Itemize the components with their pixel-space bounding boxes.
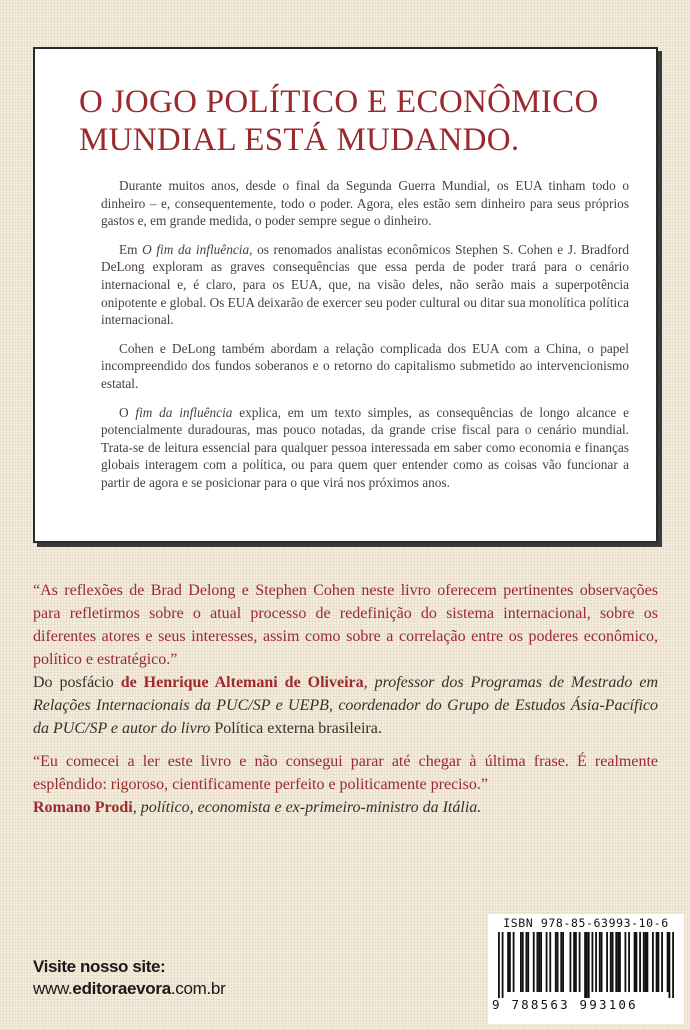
barcode-bar — [579, 932, 581, 992]
barcode-bar — [546, 932, 548, 992]
p2-pre: Em — [119, 241, 143, 257]
barcode-bar — [513, 932, 515, 992]
barcode-bar — [615, 932, 617, 992]
url-prefix: www. — [33, 979, 73, 998]
barcode-bar — [522, 932, 524, 992]
p4-post: explica, em um texto simples, as consequências de longo alcance e potencialmente duradouras, mas pouco notadas, da grande crise fiscal para o cenário mundial. Trata-se de leitura essencial para qualquer pessoa interessada em saber como economia e finanças globais interagem com a política, ou para quem quer entender como as coisas vão funcionar a partir de agora e se posicionar para o que virá nos próximos anos. — [101, 404, 629, 490]
barcode-bar — [667, 932, 669, 992]
attr-name: de Henrique Altemani de Oliveira — [120, 674, 364, 691]
quote-text: “Eu comecei a ler este livro e não consegui parar até chegar à última frase. É realmente esplêndido: rigoroso, cientificamente perfeito e politicamente preciso.” — [33, 753, 658, 793]
barcode-bar — [555, 932, 557, 992]
barcode-bar — [669, 932, 671, 998]
attr-role: , político, economista e ex-primeiro-ministro da Itália. — [132, 799, 482, 816]
barcode-bar — [643, 932, 645, 992]
synopsis-box — [33, 47, 658, 543]
barcode-bar — [656, 932, 658, 992]
synopsis-paragraph-4 — [101, 404, 629, 492]
barcode-digits: 9 788563 993106 — [492, 997, 638, 1012]
barcode-bar — [573, 932, 575, 992]
barcode-bar — [507, 932, 509, 992]
synopsis-paragraph-1: Durante muitos anos, desde o final da Segunda Guerra Mundial, os EUA tinham todo o dinheiro – e, consequentemente, todo o poder. Agora, eles estão sem dinheiro para seus próprios gastos e, em grande medida, o poder sempre segue o dinheiro. — [101, 178, 629, 229]
attr-name: Romano Prodi — [33, 799, 133, 816]
barcode-bar — [557, 932, 559, 992]
book-title: O fim da influência — [142, 241, 250, 257]
barcode-bar — [606, 932, 608, 992]
barcode-bar — [575, 932, 577, 992]
barcode-bars — [498, 932, 674, 998]
barcode-bar — [617, 932, 619, 992]
website-url[interactable] — [33, 978, 225, 1000]
barcode-bar — [619, 932, 621, 992]
barcode-bar — [540, 932, 542, 992]
synopsis-paragraph-3: Cohen e DeLong também abordam a relação complicada dos EUA com a China, o papel incompreendido dos fundos soberanos e o retorno do capitalismo submetido ao intervencionismo estatal. — [101, 340, 629, 391]
barcode-bar — [612, 932, 614, 992]
barcode-bar — [628, 932, 630, 992]
barcode-bar — [595, 932, 597, 992]
barcode-bar — [538, 932, 540, 992]
barcode-bar — [588, 932, 590, 998]
headline-line-2: MUNDIAL ESTÁ MUDANDO. — [79, 122, 520, 158]
barcode-bar — [562, 932, 564, 992]
barcode-bar — [610, 932, 612, 992]
barcode-bar — [639, 932, 641, 992]
attr-end: . — [377, 720, 382, 737]
p4-pre: O — [119, 404, 136, 420]
website-label: Visite nosso site: — [33, 957, 166, 976]
isbn-barcode — [488, 914, 684, 1024]
barcode-bar — [586, 932, 588, 998]
p2-post: , os renomados analistas econômicos Stephen S. Cohen e J. Bradford DeLong exploram as graves consequências que essa perda de poder trará para o cenário internacional e, é claro, para os EUA, que, na visão deles, não serão mais a superpotência onipotente e global. Os EUA deixarão de exercer seu poder cultural ou ditar sua monolítica política internacional. — [101, 241, 630, 328]
barcode-bar — [625, 932, 627, 992]
synopsis-paragraph-2 — [101, 241, 629, 329]
barcode-bar — [549, 932, 551, 992]
synopsis-text — [101, 177, 629, 503]
barcode-bar — [526, 932, 528, 992]
attr-role: , professor dos Programas de Mestrado em Relações Internacionais da PUC/SP e UEPB, coordenador do Grupo de Estudos Ásia-Pacífico da PUC/SP e autor do livro — [33, 674, 659, 737]
barcode-bar — [584, 932, 586, 998]
barcode-bar — [560, 932, 562, 992]
barcode-bar — [658, 932, 660, 992]
barcode-bar — [599, 932, 601, 992]
quote-attribution — [33, 671, 658, 740]
url-suffix: .com.br — [170, 979, 226, 998]
barcode-bar — [502, 932, 504, 998]
barcode-bar — [498, 932, 500, 998]
barcode-bar — [647, 932, 649, 992]
barcode-bar — [636, 932, 638, 992]
url-brand: editoraevora — [72, 979, 171, 998]
barcode-bar — [592, 932, 594, 992]
barcode-bar — [570, 932, 572, 992]
book-title: fim da influência — [135, 404, 233, 420]
barcode-bar — [634, 932, 636, 992]
isbn-number: ISBN 978-85-63993-10-6 — [503, 916, 669, 930]
barcode-bar — [645, 932, 647, 992]
attr-prefix: Do posfácio — [33, 674, 121, 691]
barcode-bar — [601, 932, 603, 992]
website-block — [33, 956, 225, 1000]
barcode-bar — [661, 932, 663, 992]
attr-book: Política externa brasileira — [214, 720, 378, 737]
review-quote-2 — [33, 750, 658, 819]
review-quote-1 — [33, 579, 658, 740]
barcode-bar — [520, 932, 522, 992]
headline-line-1: O JOGO POLÍTICO E ECONÔMICO — [79, 84, 599, 120]
barcode-bar — [672, 932, 674, 998]
barcode-bar — [652, 932, 654, 992]
quote-attribution — [33, 796, 658, 819]
quote-text: “As reflexões de Brad Delong e Stephen Cohen neste livro oferecem pertinentes observações para refletirmos sobre o atual processo de redefinição do sistema internacional, sobre os diferentes atores e seus interesses, assim como sobre a correlação entre os poderes econômico, político e estratégico.” — [33, 582, 658, 668]
headline — [79, 83, 639, 159]
barcode-bar — [509, 932, 511, 992]
barcode-bar — [537, 932, 539, 992]
barcode-bar — [527, 932, 529, 992]
barcode-bar — [533, 932, 535, 992]
